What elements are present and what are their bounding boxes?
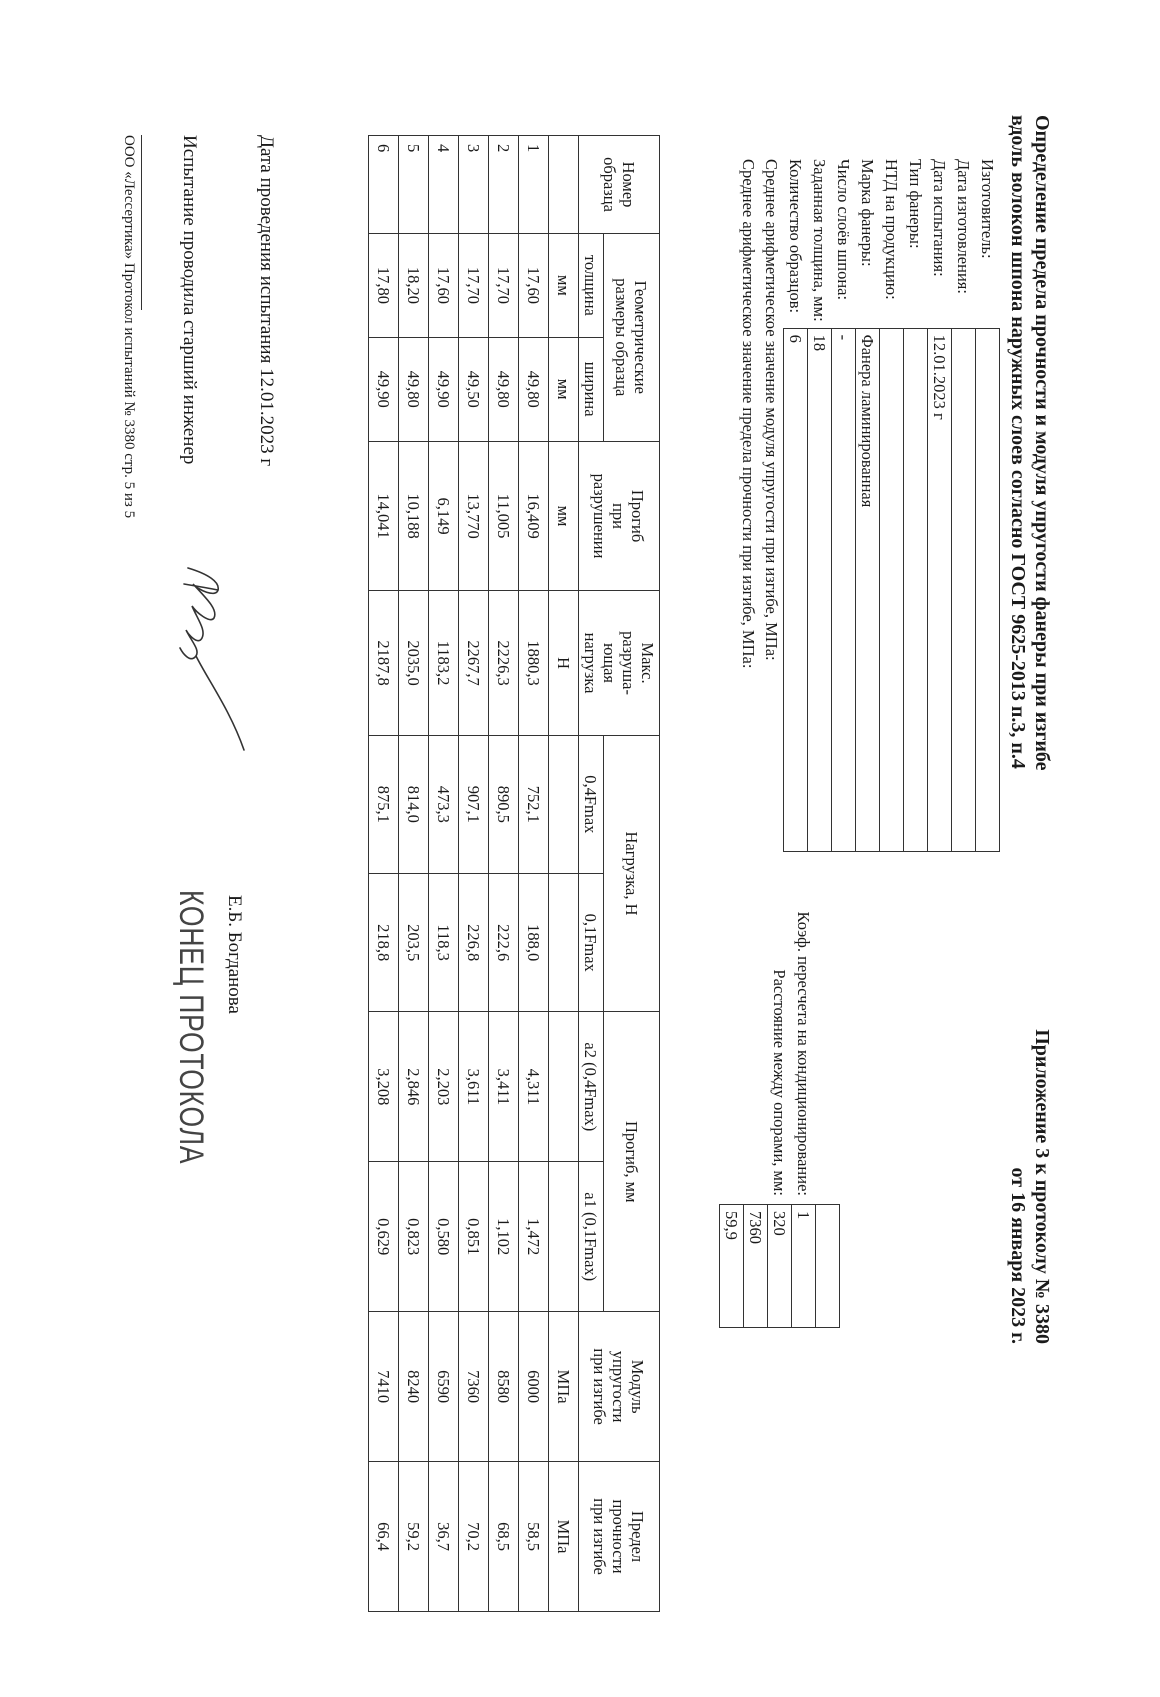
table-cell: 0,580 [429,1162,459,1312]
table-cell: 1,102 [489,1162,519,1312]
side-value: 7360 [744,1205,768,1328]
table-row [429,136,459,1612]
info-value: 6 [784,328,808,851]
header-load: Нагрузка, Н [604,735,660,1012]
table-cell: 3,411 [489,1012,519,1162]
results-table [368,135,660,1612]
info-label: Тип фанеры: [904,153,928,328]
table-cell: 36,7 [429,1462,459,1612]
header-modulus: Модуль упругости при изгибе [579,1312,660,1462]
table-cell: 17,60 [519,234,549,338]
header-a1: a1 (0,1Fmax) [579,1162,604,1312]
table-cell: 59,2 [399,1462,429,1612]
side-row [720,860,744,1328]
table-cell: 49,50 [459,337,489,441]
table-row [459,136,489,1612]
header-load-01: 0,1Fmax [579,874,604,1012]
info-row [952,153,976,851]
header-a2: a2 (0,4Fmax) [579,1012,604,1162]
table-cell: 17,80 [369,234,399,338]
footer-divider [141,135,142,310]
table-cell: 2,203 [429,1012,459,1162]
table-cell: 2187,8 [369,591,399,735]
table-cell: 0,629 [369,1162,399,1312]
side-label [744,860,768,1205]
table-cell: 1,472 [519,1162,549,1312]
info-row [808,153,832,851]
document-title [1006,115,1054,771]
table-header-row [604,136,660,1612]
header-load-04: 0,4Fmax [579,735,604,873]
table-cell: 1183,2 [429,591,459,735]
info-row [976,153,1000,851]
info-value [904,328,928,851]
info-label: НТД на продукцию: [880,153,904,328]
table-cell: 17,60 [429,234,459,338]
table-cell: 17,70 [459,234,489,338]
table-cell: 5 [399,136,429,234]
header-max-load: Макс. разруша- ющая нагрузка [579,591,660,735]
table-cell: 4 [429,136,459,234]
table-cell: 875,1 [369,735,399,873]
title-line-2: вдоль волокон шпона наружных слоев согласно ГОСТ 9625-2013 п.3, п.4 [1007,115,1029,769]
info-label: Среднее арифметическое значение модуля упругости при изгибе, МПа: [762,159,781,661]
test-date: Дата проведения испытания 12.01.2023 г [256,135,277,467]
info-row [856,153,880,851]
table-cell: 70,2 [459,1462,489,1612]
table-row [489,136,519,1612]
info-value [976,328,1000,851]
signature-image [173,560,248,760]
table-row [369,136,399,1612]
info-label: Марка фанеры: [856,153,880,328]
side-label: Расстояние между опорами, мм: [770,969,789,1196]
table-cell: 2 [489,136,519,234]
table-cell: 0,823 [399,1162,429,1312]
side-value: 320 [768,1205,792,1328]
table-cell: 188,0 [519,874,549,1012]
unit-cell: мм [549,337,579,441]
info-value [952,328,976,851]
unit-cell: МПа [549,1462,579,1612]
table-cell: 226,8 [459,874,489,1012]
table-cell: 890,5 [489,735,519,873]
header-deflection-break: Прогиб при разрушении [579,441,660,591]
header-width: ширина [579,337,604,441]
table-cell: 7360 [459,1312,489,1462]
table-cell: 2267,7 [459,591,489,735]
table-cell: 1880,3 [519,591,549,735]
header-thickness: толщина [579,234,604,338]
units-row [549,136,579,1612]
info-row [880,153,904,851]
unit-cell: Н [549,591,579,735]
table-cell: 222,6 [489,874,519,1012]
table-cell: 3,208 [369,1012,399,1162]
table-cell: 49,90 [369,337,399,441]
table-cell: 8240 [399,1312,429,1462]
unit-cell [549,1162,579,1312]
info-value: 18 [808,328,832,851]
table-cell: 473,3 [429,735,459,873]
footer-text: ООО «Лессертика» Протокол испытаний № 3380 стр. 5 из 5 [121,135,137,519]
unit-cell [549,735,579,873]
table-cell: 814,0 [399,735,429,873]
side-value [816,1205,840,1328]
header-geometry: Геометрические размеры образца [604,234,660,442]
table-cell: 752,1 [519,735,549,873]
appendix-line-1: Приложение 3 к протоколу № 3380 [1031,1029,1053,1344]
info-table [737,153,1000,852]
info-row [928,153,952,851]
side-row [792,860,816,1328]
engineer-label: Испытание проводила старший инженер [179,135,200,465]
info-row [737,153,760,851]
table-cell: 16,409 [519,441,549,591]
table-cell: 14,041 [369,441,399,591]
info-value [880,328,904,851]
table-cell: 6000 [519,1312,549,1462]
table-cell: 3 [459,136,489,234]
info-row [784,153,808,851]
engineer-name: Е.Б. Богданова [224,895,245,1014]
table-cell: 10,188 [399,441,429,591]
table-cell: 2226,3 [489,591,519,735]
info-value: Фанера ламинированная [856,328,880,851]
unit-cell [549,1012,579,1162]
unit-cell [549,874,579,1012]
info-label: Заданная толщина, мм: [808,153,832,328]
info-label: Количество образцов: [784,153,808,328]
side-label [720,860,744,1205]
side-value: 59,9 [720,1205,744,1328]
table-cell: 18,20 [399,234,429,338]
table-cell: 4,311 [519,1012,549,1162]
info-label: Дата испытания: [928,153,952,328]
side-row [768,860,792,1328]
unit-cell: мм [549,441,579,591]
side-row [744,860,768,1328]
info-label: Изготовитель: [976,153,1000,328]
table-cell: 49,80 [519,337,549,441]
table-cell: 203,5 [399,874,429,1012]
table-row [399,136,429,1612]
side-label [816,860,840,1205]
table-cell: 58,5 [519,1462,549,1612]
end-of-protocol-stamp: КОНЕЦ ПРОТОКОЛА [172,890,210,1165]
unit-cell: МПа [549,1312,579,1462]
side-value: 1 [792,1205,816,1328]
info-label: Среднее арифметическое значение предела прочности при изгибе, МПа: [739,159,758,669]
table-cell: 907,1 [459,735,489,873]
table-cell: 218,8 [369,874,399,1012]
info-label: Дата изготовления: [952,153,976,328]
side-label: Коэф. пересчета на кондиционирование: [794,911,813,1196]
table-cell: 2,846 [399,1012,429,1162]
title-line-1: Определение предела прочности и модуля упругости фанеры при изгибе [1031,115,1053,771]
side-row [816,860,840,1328]
table-cell: 6590 [429,1312,459,1462]
info-value: 12.01.2023 г [928,328,952,851]
table-cell: 1 [519,136,549,234]
header-deflection: Прогиб, мм [604,1012,660,1312]
side-table [719,860,840,1328]
header-sample-number: Номер образца [579,136,660,234]
table-cell: 68,5 [489,1462,519,1612]
info-row [832,153,856,851]
table-cell: 0,851 [459,1162,489,1312]
table-cell: 3,611 [459,1012,489,1162]
info-label: Число слоёв шпона: [832,153,856,328]
unit-cell: мм [549,234,579,338]
unit-cell [549,136,579,234]
table-cell: 6,149 [429,441,459,591]
table-cell: 49,90 [429,337,459,441]
info-row [904,153,928,851]
table-cell: 8580 [489,1312,519,1462]
table-cell: 11,005 [489,441,519,591]
table-cell: 49,80 [399,337,429,441]
appendix-line-2: от 16 января 2023 г. [1007,1167,1029,1344]
table-cell: 2035,0 [399,591,429,735]
table-cell: 7410 [369,1312,399,1462]
table-cell: 118,3 [429,874,459,1012]
header-strength: Предел прочности при изгибе [579,1462,660,1612]
table-cell: 17,70 [489,234,519,338]
info-row [760,153,784,851]
info-value: - [832,328,856,851]
table-cell: 13,770 [459,441,489,591]
table-cell: 6 [369,136,399,234]
table-cell: 49,80 [489,337,519,441]
table-row [519,136,549,1612]
table-cell: 66,4 [369,1462,399,1612]
